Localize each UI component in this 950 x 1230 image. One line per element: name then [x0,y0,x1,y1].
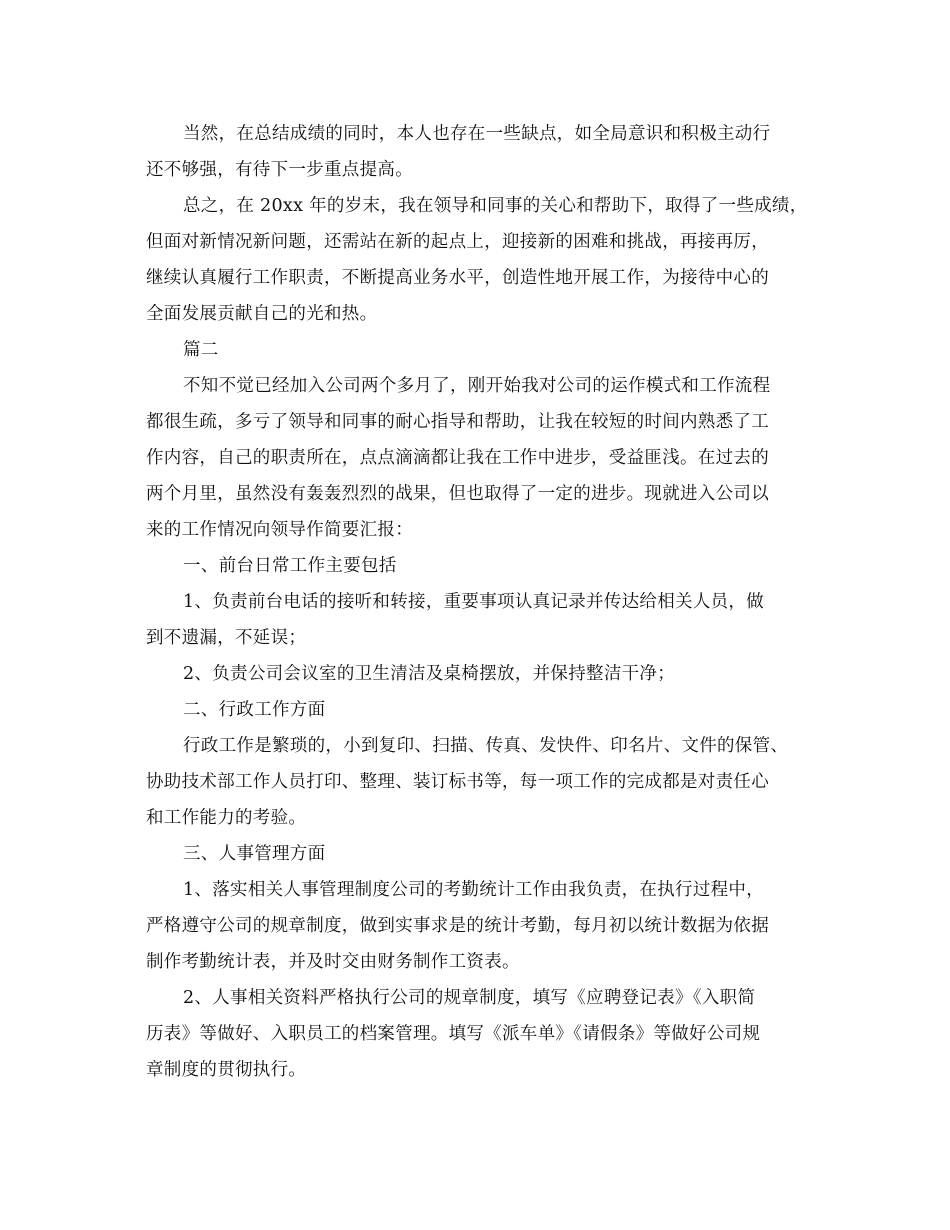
text-line: 作内容，自己的职责所在，点点滴滴都让我在工作中进步，受益匪浅。在过去的 [146,448,769,468]
text-line: 总之，在 20xx 年的岁末，我在领导和同事的关心和帮助下，取得了一些成绩， [183,196,808,216]
document-body [146,116,836,1088]
text-line: 还不够强，有待下一步重点提高。 [146,160,413,180]
text-line: 协助技术部工作人员打印、整理、装订标书等，每一项工作的完成都是对责任心 [146,772,769,792]
text-line: 严格遵守公司的规章制度，做到实事求是的统计考勤，每月初以统计数据为依据 [146,916,769,936]
text-line: 历表》等做好、入职员工的档案管理。填写《派车单》《请假条》等做好公司规 [146,1024,761,1044]
text-line: 制作考勤统计表，并及时交由财务制作工资表。 [146,952,520,972]
text-line: 1、负责前台电话的接听和转接，重要事项认真记录并传达给相关人员，做 [183,592,765,612]
text-line: 行政工作是繁琐的，小到复印、扫描、传真、发快件、印名片、文件的保管、 [183,736,789,756]
text-line: 到不遗漏，不延误； [146,628,307,648]
subsection-heading: 一、前台日常工作主要包括 [183,556,397,576]
text-line: 但面对新情况新问题，还需站在新的起点上，迎接新的困难和挑战，再接再厉， [146,232,769,252]
text-line: 当然，在总结成绩的同时，本人也存在一些缺点，如全局意识和积极主动行 [183,124,771,144]
subsection-heading: 二、行政工作方面 [183,700,326,720]
section-heading: 篇二 [183,340,219,360]
text-line: 都很生疏，多亏了领导和同事的耐心指导和帮助，让我在较短的时间内熟悉了工 [146,412,769,432]
text-line: 章制度的贯彻执行。 [146,1060,307,1080]
text-line: 1、落实相关人事管理制度公司的考勤统计工作由我负责，在执行过程中， [183,880,765,900]
text-line: 两个月里，虽然没有轰轰烈烈的战果，但也取得了一定的进步。现就进入公司以 [146,484,769,504]
text-line: 和工作能力的考验。 [146,808,307,828]
text-line: 全面发展贡献自己的光和热。 [146,304,378,324]
text-line: 来的工作情况向领导作简要汇报： [146,520,413,540]
subsection-heading: 三、人事管理方面 [183,844,326,864]
text-line: 不知不觉已经加入公司两个多月了，刚开始我对公司的运作模式和工作流程 [183,376,771,396]
text-line: 继续认真履行工作职责，不断提高业务水平，创造性地开展工作，为接待中心的 [146,268,769,288]
text-line: 2、人事相关资料严格执行公司的规章制度，填写《应聘登记表》《入职简 [183,988,756,1008]
text-line: 2、负责公司会议室的卫生清洁及桌椅摆放，并保持整洁干净； [183,664,676,684]
